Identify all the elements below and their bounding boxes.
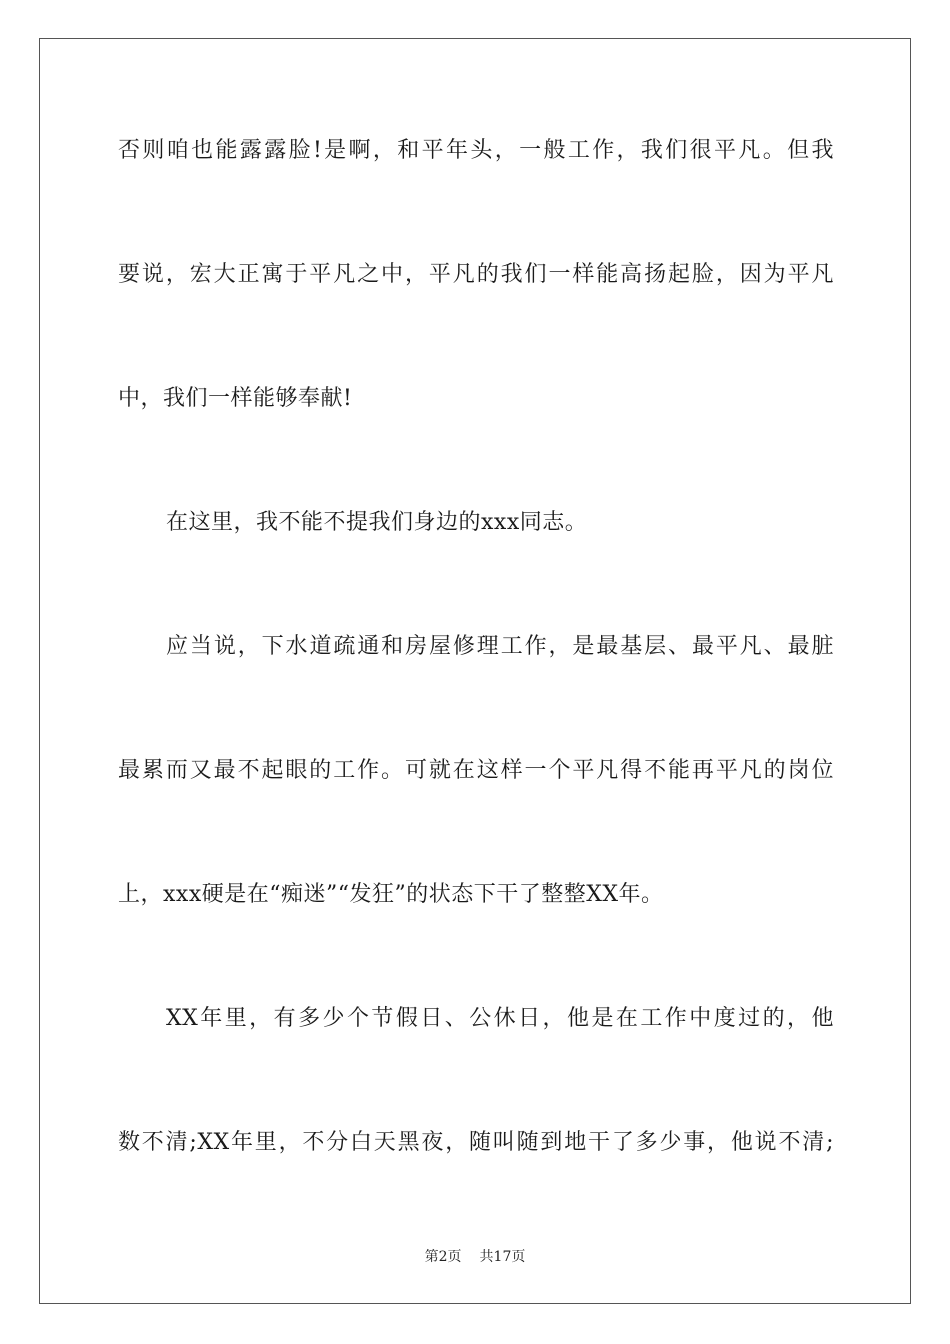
text-line-4: 在这里，我不能不提我们身边的xxx同志。	[166, 510, 588, 535]
text-line-9: 数不清;XX年里，不分白天黑夜，随叫随到地干了多少事，他说不清;	[118, 1130, 834, 1155]
text-line-3: 中，我们一样能够奉献!	[118, 386, 353, 411]
text-line-6: 最累而又最不起眼的工作。可就在这样一个平凡得不能再平凡的岗位	[118, 758, 834, 783]
page-border	[39, 38, 911, 1304]
text-line-5: 应当说，下水道疏通和房屋修理工作，是最基层、最平凡、最脏	[166, 634, 834, 659]
page-number: 第2页	[424, 1249, 462, 1265]
text-line-1: 否则咱也能露露脸!是啊，和平年头，一般工作，我们很平凡。但我	[118, 138, 834, 163]
text-line-2: 要说，宏大正寓于平凡之中，平凡的我们一样能高扬起脸，因为平凡	[118, 262, 834, 287]
text-line-7: 上，xxx硬是在“痴迷”“发狂”的状态下干了整整XX年。	[118, 882, 664, 907]
text-line-8: XX年里，有多少个节假日、公休日，他是在工作中度过的，他	[166, 1006, 834, 1031]
page-total: 共17页	[479, 1249, 526, 1265]
page-footer	[0, 1248, 950, 1266]
